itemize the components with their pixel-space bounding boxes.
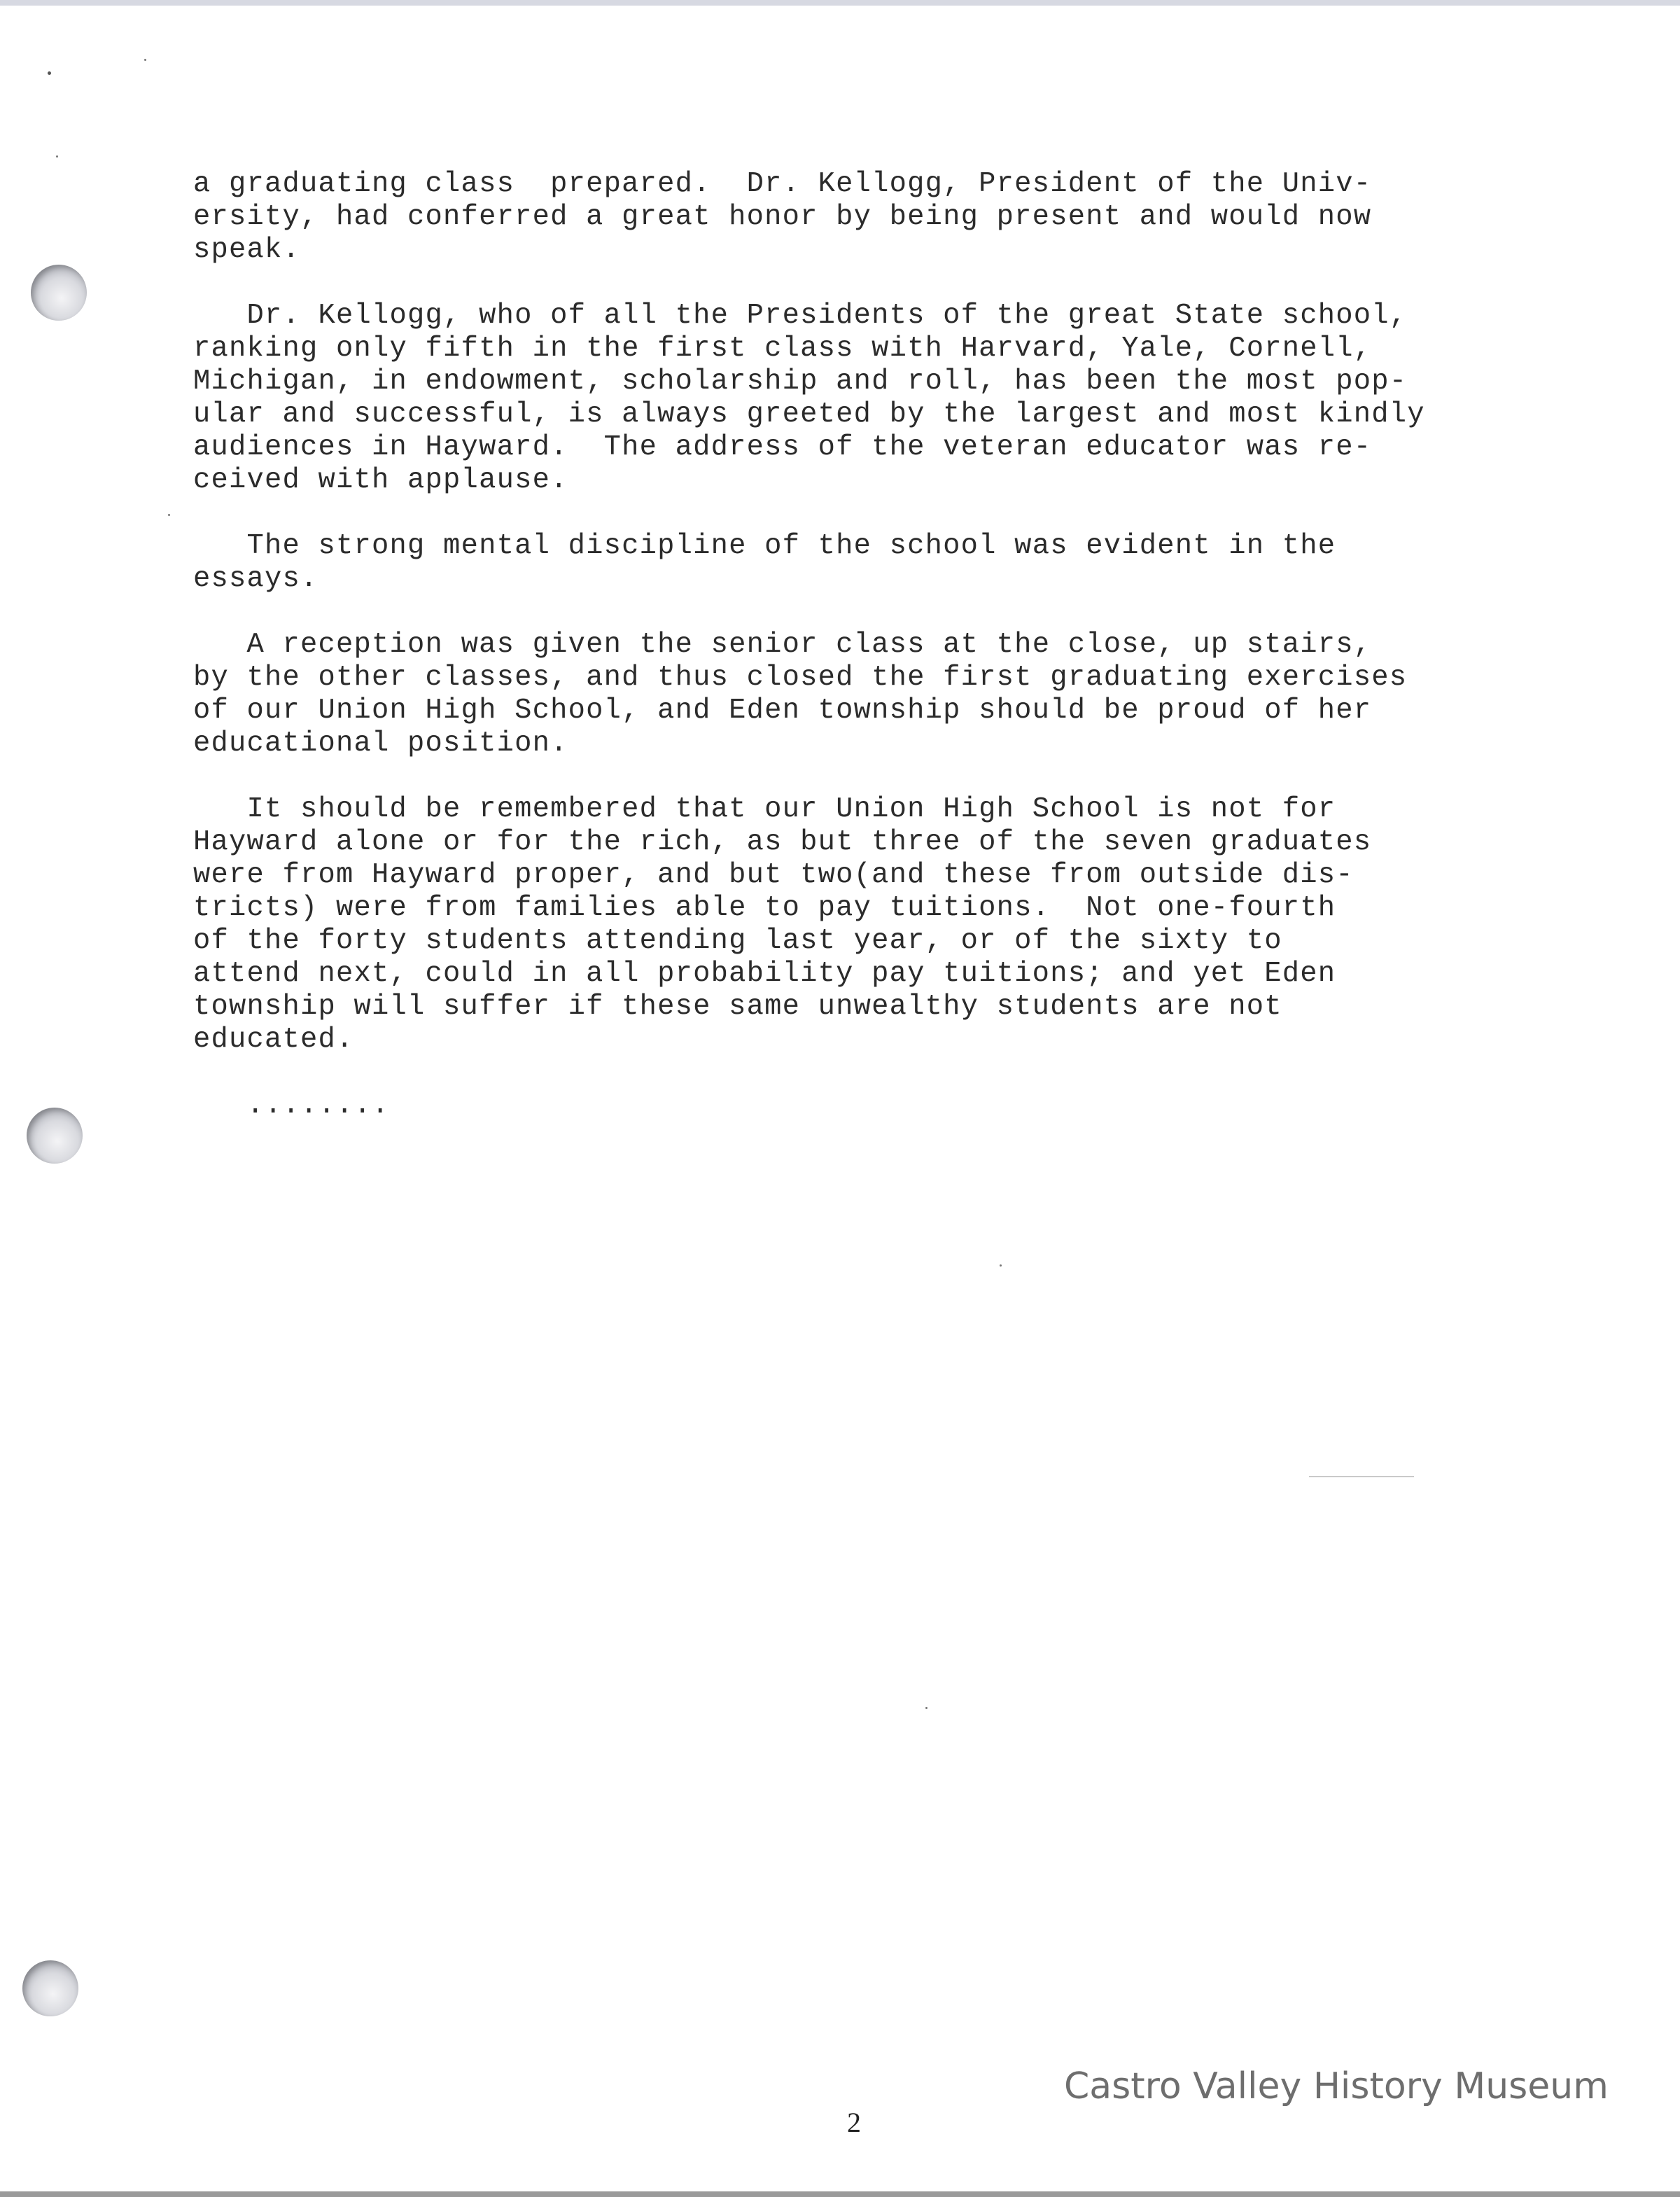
scan-speck (56, 155, 58, 158)
scan-smudge (1309, 1476, 1414, 1477)
scan-speck (144, 59, 146, 61)
scan-speck (925, 1707, 927, 1709)
paragraph: Dr. Kellogg, who of all the Presidents of the great State school, ranking only fifth in the first class with Harvard, Yale, Cornell, Michigan, in endowment, scholarship and roll, has been the most pop- ular and successful, is always greeted by the largest and most kindly audiences in Hayward. The address of the veteran educator was re- ceived with applause. (193, 300, 1425, 496)
ellipsis-line: ........ (193, 1089, 390, 1122)
paragraph: A reception was given the senior class at the close, up stairs, by the other classes, and thus closed the first graduating exercises of our Union High School, and Eden township should be proud of her educational position. (193, 629, 1408, 760)
scan-speck (48, 71, 51, 75)
punch-hole-middle (27, 1108, 83, 1164)
punch-hole-bottom (22, 1960, 78, 2016)
paragraph: The strong mental discipline of the school was evident in the essays. (193, 530, 1336, 595)
scan-bottom-edge (0, 2191, 1680, 2197)
punch-hole-top (31, 265, 87, 321)
scan-speck (168, 514, 170, 516)
typed-text-body (193, 168, 1586, 1122)
museum-watermark: Castro Valley History Museum (1064, 2065, 1609, 2107)
paragraph: It should be remembered that our Union High School is not for Hayward alone or for the rich, as but three of the seven graduates were from Hayward proper, and but two(and these from outside dis- tricts) were from families able to pay tuitions. Not one-fourth of the forty students attending last year, or of the sixty to attend next, could in all probability pay tuitions; and yet Eden township will suffer if these same unwealthy students are not educated. (193, 793, 1372, 1056)
scan-top-edge (0, 0, 1680, 6)
scan-speck (1000, 1264, 1002, 1267)
page-number: 2 (847, 2107, 861, 2138)
paragraph: a graduating class prepared. Dr. Kellogg, President of the Univ- ersity, had conferred a great honor by being present and would now speak. (193, 168, 1372, 266)
